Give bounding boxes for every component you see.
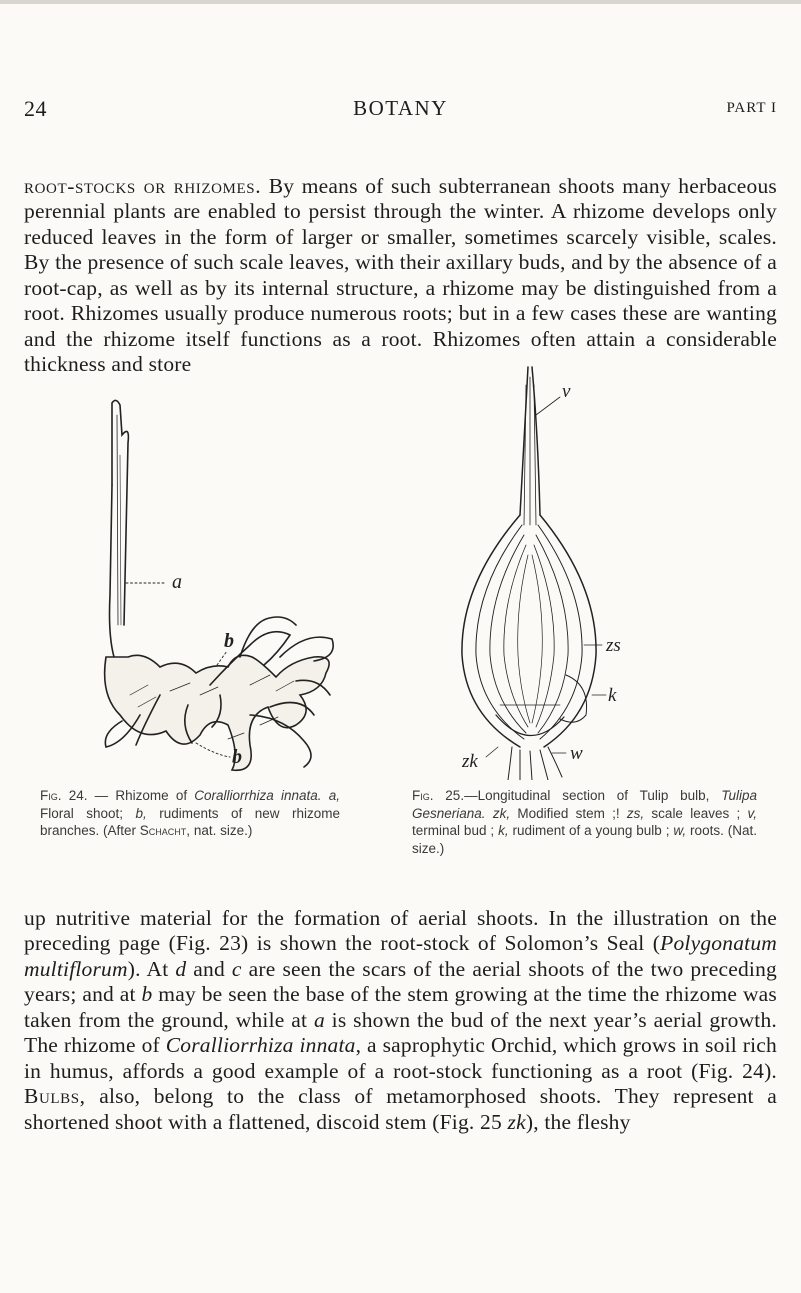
label-zs: zs bbox=[606, 635, 621, 656]
label-w: w bbox=[570, 743, 583, 764]
label-k: k bbox=[608, 685, 617, 706]
figure-24 bbox=[100, 395, 400, 775]
caption-species: Tulipa Gesneriana. bbox=[412, 788, 758, 821]
top-rule bbox=[0, 0, 801, 4]
part-label: PART I bbox=[726, 100, 777, 116]
tulip-bulb-illustration bbox=[440, 355, 700, 780]
caption-author: Schacht, bbox=[139, 823, 191, 838]
label-v: v bbox=[562, 381, 571, 402]
paragraph-rhizomes bbox=[24, 174, 777, 378]
label-b-upper: b bbox=[224, 630, 234, 652]
label-zk: zk bbox=[462, 751, 478, 772]
bulbs-lead: Bulbs, bbox=[24, 1084, 86, 1108]
section-lead: root-stocks or rhizomes. bbox=[24, 173, 262, 198]
paragraph-text: By means of such subterranean shoots many herbaceous perennial plants are enabled to persist through the winter. A rhizome develops only reduced leaves in the form of larger or smaller, sometimes scarcely visible, scales. By the presence of such scale leaves, with their axillary buds, and by the absence of a root-cap, as well as by its internal structure, a rhizome may be distinguished from a root. Rhizomes usually produce numerous roots; but in a few cases these are wanting and the rhizome itself functions as a root. Rhizomes often attain a considerable thickness and store bbox=[24, 173, 777, 376]
label-b-lower: b bbox=[232, 746, 242, 768]
caption-fig-24: Fig. 24. — Rhizome of Coralliorrhiza innata. a, Floral shoot; b, rudiments of new rhizome branches. (After Schacht, nat. size.) bbox=[40, 788, 341, 838]
page-number: 24 bbox=[24, 96, 47, 121]
caption-fig-number: Fig. 24. bbox=[40, 788, 88, 803]
caption-fig-25: Fig. 25.—Longitudinal section of Tulip bulb, Tulipa Gesneriana. zk, Modified stem ;! zs, scale leaves ; v, terminal bud ; k, rudiment of a young bulb ; w, roots. (Nat. size.) bbox=[412, 788, 758, 856]
label-a: a bbox=[172, 571, 182, 593]
paragraph-bulbs: up nutritive material for the formation of aerial shoots. In the illustration on the preceding page (Fig. 23) is shown the root-stock of Solomon’s Seal (Polygonatum multiflorum). At d and c are seen the scars of the aerial shoots of the two preceding years; and at b may be seen the base of the stem growing at the time the rhizome was taken from the ground, while at a is shown the bud of the next year’s aerial growth. The rhizome of Coralliorrhiza innata, a saprophytic Orchid, which grows in soil rich in humus, affords a good example of a root-stock functioning as a root (Fig. 24). Bulbs, also, belong to the class of metamorphosed shoots. They represent a shortened shoot with a flattened, discoid stem (Fig. 25 zk), the fleshy bbox=[24, 905, 778, 1134]
caption-fig-number: Fig. 25. bbox=[412, 788, 465, 803]
terminal-bud-outline bbox=[520, 367, 528, 515]
caption-species: Coralliorrhiza innata. bbox=[194, 788, 322, 803]
rhizome-illustration bbox=[100, 395, 400, 775]
running-title: BOTANY bbox=[353, 96, 448, 120]
figure-25 bbox=[440, 355, 700, 780]
running-header bbox=[24, 96, 777, 126]
